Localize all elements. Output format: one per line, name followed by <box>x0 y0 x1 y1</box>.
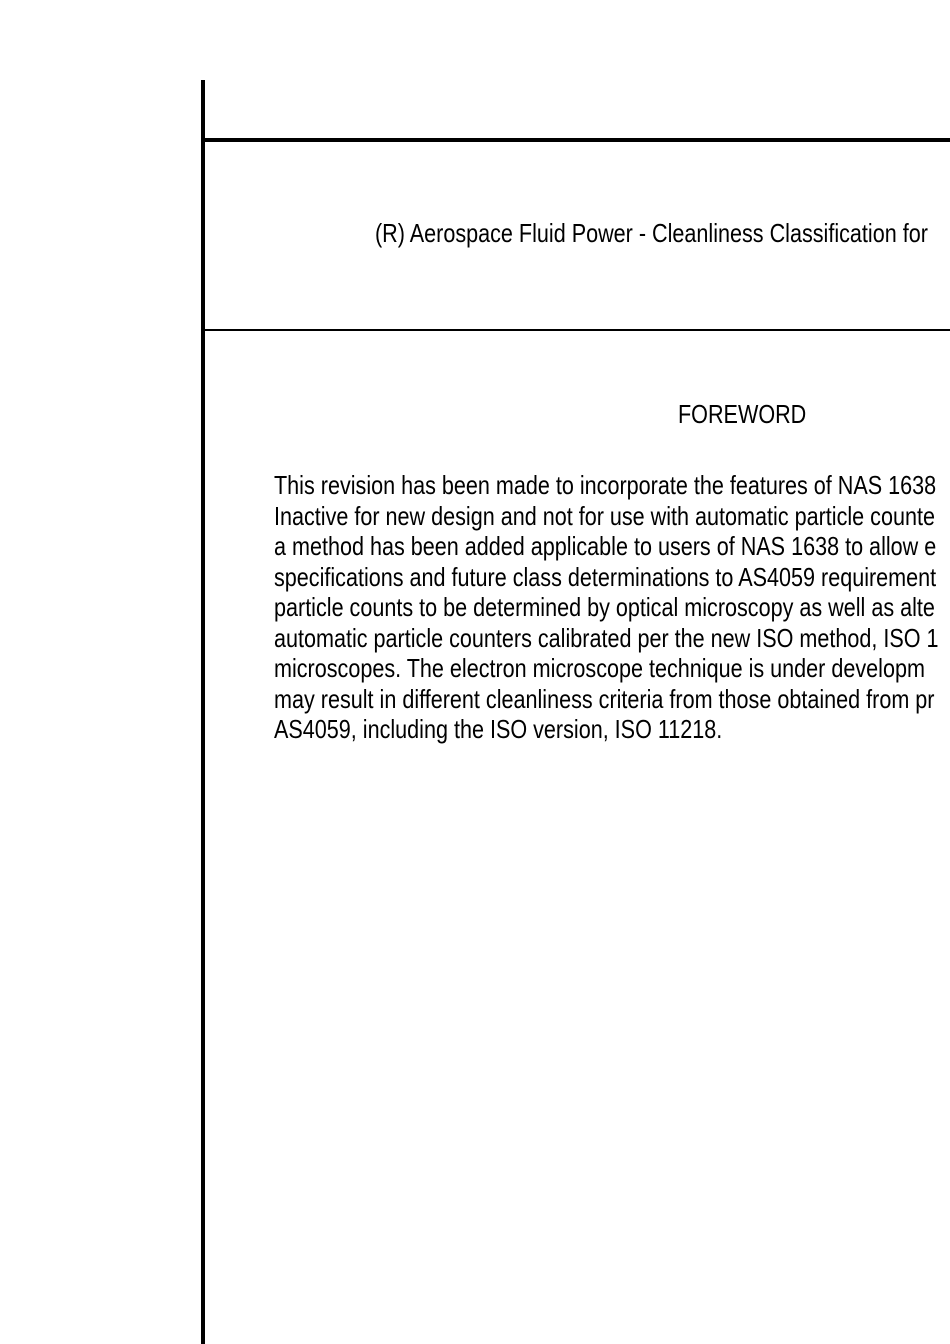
foreword-line: AS4059, including the ISO version, ISO 11218. <box>274 714 723 744</box>
left-border-line <box>201 80 205 1344</box>
foreword-paragraph <box>274 470 950 745</box>
foreword-line: particle counts to be determined by optical microscopy as well as alte <box>274 592 935 622</box>
foreword-line: microscopes. The electron microscope technique is under developm <box>274 653 925 683</box>
foreword-line: Inactive for new design and not for use with automatic particle counte <box>274 500 935 531</box>
foreword-line: This revision has been made to incorporate the features of NAS 1638 <box>274 470 937 500</box>
header-divider-line <box>201 138 950 142</box>
title-divider-line <box>201 329 950 331</box>
foreword-line: specifications and future class determinations to AS4059 requirement <box>274 561 937 592</box>
foreword-line: automatic particle counters calibrated per the new ISO method, ISO 1 <box>274 622 939 653</box>
foreword-line: may result in different cleanliness criteria from those obtained from pr <box>274 683 935 714</box>
document-title: (R) Aerospace Fluid Power - Cleanliness Classification for <box>375 218 928 248</box>
foreword-heading: FOREWORD <box>678 399 807 429</box>
foreword-line: a method has been added applicable to users of NAS 1638 to allow e <box>274 531 937 561</box>
